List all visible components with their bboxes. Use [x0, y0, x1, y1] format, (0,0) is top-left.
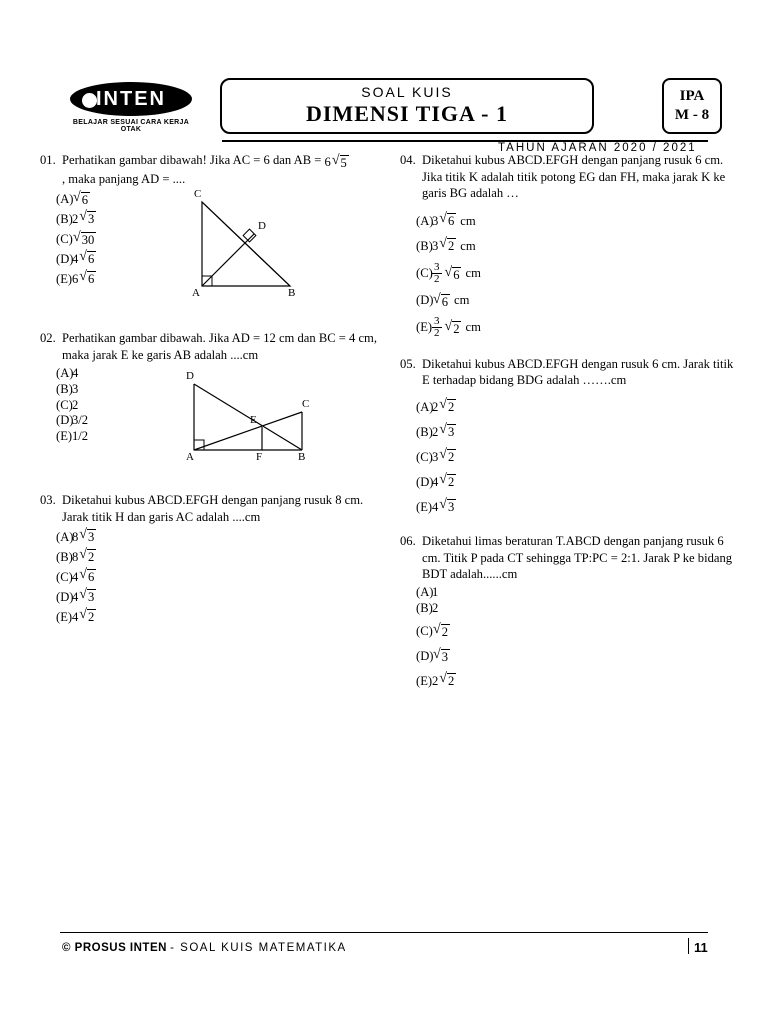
page-number: 11 [694, 940, 708, 955]
option-label: (C) [416, 449, 433, 464]
option-row[interactable] [40, 190, 180, 209]
question-02-options [40, 366, 150, 445]
question-01-inline-radical: 6 √ 5 [324, 153, 347, 170]
option-label: (C) [416, 623, 433, 638]
option-value: 4 [72, 366, 79, 381]
option-value: √ 3 [433, 647, 448, 665]
question-03-text: Diketahui kubus ABCD.EFGH dengan panjang rusuk 8 cm. Jarak titik H dan garis AC adalah ....cm [62, 493, 364, 524]
question-01-options [40, 190, 180, 288]
option-row[interactable] [400, 601, 740, 617]
option-value: √ 30 [73, 230, 95, 248]
page-header [68, 78, 708, 140]
option-label: (B) [416, 600, 433, 615]
option-value: 1 [432, 584, 439, 599]
option-value: 2 √ 3 [432, 421, 455, 439]
option-label: (A) [56, 192, 74, 207]
option-label: (D) [416, 648, 434, 663]
option-label: (A) [416, 214, 434, 229]
question-06 [400, 533, 740, 693]
option-row[interactable] [40, 429, 150, 445]
option-value: 2 √ 3 [72, 209, 95, 227]
option-label: (A) [56, 530, 74, 545]
option-row[interactable] [400, 314, 740, 342]
option-value: $\frac{3}{2}$ √ 2 cm [434, 314, 481, 340]
option-value: 8 √ 3 [72, 527, 95, 545]
question-02 [40, 330, 380, 470]
option-value: 4 √ 3 [432, 496, 455, 514]
footer-divider [60, 932, 708, 933]
option-value: 4 √ 2 [432, 471, 455, 489]
question-04-number: 04. [400, 153, 416, 167]
option-row[interactable] [400, 644, 740, 668]
option-label: (D) [416, 474, 434, 489]
question-01-figure [190, 190, 315, 300]
figure-label-A: A [186, 451, 194, 463]
option-value: $\frac{3}{2}$ √ 6 cm [434, 260, 481, 286]
question-06-text: Diketahui limas beraturan T.ABCD dengan panjang rusuk 6 cm. Titik P pada CT sehingga TP:PC = 2:1. Jarak P ke bidang BDT adalah......cm [422, 534, 733, 582]
option-label: (A) [416, 399, 434, 414]
subject-code-box [662, 78, 722, 134]
option-row[interactable] [400, 445, 740, 469]
option-row[interactable] [40, 210, 180, 229]
option-value: 3 √ 2 cm [432, 237, 740, 256]
figure-label-A: A [192, 287, 200, 299]
question-04-text: Diketahui kubus ABCD.EFGH dengan panjang rusuk 6 cm. Jika titik K adalah titik potong EG dan FH, maka jarak K ke garis BG adalah … [422, 153, 726, 201]
option-unit: cm [460, 239, 476, 254]
option-label: (C) [56, 232, 73, 246]
question-01 [40, 152, 380, 312]
option-row[interactable] [400, 395, 740, 419]
question-06-number: 06. [400, 534, 416, 549]
option-label: (E) [56, 429, 73, 444]
option-unit: cm [465, 320, 481, 335]
question-02-figure [180, 372, 325, 464]
option-value: √ 6 [73, 190, 88, 208]
figure-label-F: F [256, 451, 263, 463]
figure-label-B: B [298, 451, 306, 463]
option-label: (D) [56, 251, 74, 266]
title-box [220, 78, 594, 134]
right-column [400, 152, 740, 703]
question-02-number: 02. [40, 331, 56, 345]
option-value: 4 √ 3 [72, 586, 95, 604]
option-label: (D) [56, 589, 74, 604]
option-value: 3 √ 6 cm [432, 212, 740, 231]
question-04-options [400, 210, 740, 342]
option-label: (C) [56, 570, 73, 584]
option-label: (B) [56, 381, 73, 396]
option-row[interactable] [400, 420, 740, 444]
option-row[interactable] [400, 585, 740, 601]
option-row[interactable] [40, 528, 180, 547]
option-value: 3/2 [72, 413, 89, 428]
question-01-text-post: , maka panjang AD = .... [62, 171, 186, 186]
option-label: (E) [56, 271, 73, 286]
option-row[interactable] [40, 398, 150, 414]
figure-label-C: C [194, 188, 202, 200]
option-label: (E) [416, 320, 433, 335]
option-row[interactable] [40, 588, 180, 607]
logo-tagline: BELAJAR SESUAI CARA KERJA OTAK [72, 119, 190, 133]
option-row[interactable] [400, 210, 740, 234]
left-column [40, 152, 380, 637]
option-row[interactable] [40, 608, 180, 627]
question-05-number: 05. [400, 356, 416, 371]
option-value: 4 √ 2 [72, 606, 95, 624]
option-label: (A) [56, 366, 74, 381]
option-label: (D) [56, 413, 74, 428]
option-value: 2 √ 2 [432, 396, 455, 414]
question-01-text-pre: Perhatikan gambar dibawah! Jika AC = 6 dan AB = [62, 153, 322, 167]
option-row[interactable] [40, 382, 150, 398]
title-big: DIMENSI TIGA - 1 [305, 101, 509, 126]
triangle-diagram [190, 190, 315, 300]
figure-label-E: E [250, 414, 257, 426]
question-05-options [400, 395, 740, 519]
option-row[interactable] [40, 366, 150, 382]
option-label: (E) [56, 609, 73, 624]
question-02-text: Perhatikan gambar dibawah. Jika AD = 12 cm dan BC = 4 cm, maka jarak E ke garis AB adalah ....cm [62, 331, 377, 362]
option-label: (E) [416, 499, 433, 514]
question-03-options [40, 528, 180, 626]
option-value: √ 2 [433, 622, 448, 640]
option-value: 6 √ 6 [72, 268, 95, 286]
option-row[interactable] [40, 413, 150, 429]
figure-label-B: B [288, 287, 296, 299]
figure-label-D: D [186, 370, 194, 382]
question-04 [400, 152, 740, 342]
question-03 [40, 492, 380, 627]
option-label: (E) [416, 673, 433, 688]
subject-code-line1: IPA [679, 88, 705, 104]
option-value: 2 √ 2 [432, 670, 455, 688]
option-row[interactable] [40, 568, 180, 587]
option-row[interactable] [400, 495, 740, 519]
option-row[interactable] [400, 619, 740, 643]
option-value: √ 6 cm [433, 291, 470, 309]
option-row[interactable] [400, 470, 740, 494]
subject-code-line2: M - 8 [674, 107, 710, 123]
option-row[interactable] [400, 669, 740, 693]
option-row[interactable] [40, 270, 180, 289]
option-label: (B) [416, 424, 433, 439]
option-label: (D) [416, 293, 434, 308]
question-03-number: 03. [40, 493, 56, 507]
academic-year: TAHUN AJARAN 2020 / 2021 [498, 142, 697, 154]
logo-text: INTEN [96, 88, 166, 110]
option-label: (B) [56, 550, 73, 565]
option-value: 8 √ 2 [72, 547, 95, 565]
footer-separator [688, 938, 689, 954]
option-row[interactable] [400, 289, 740, 313]
fraction: $\frac{3}{2}$ [434, 314, 440, 340]
question-06-options [400, 585, 740, 693]
footer-subtitle: - SOAL KUIS MATEMATIKA [170, 942, 347, 954]
option-label: (A) [416, 584, 434, 599]
option-row[interactable] [400, 235, 740, 259]
logo-ellipse [70, 82, 192, 116]
option-value: 4 √ 6 [72, 248, 95, 266]
option-value: 2 [72, 397, 79, 412]
option-row[interactable] [40, 548, 180, 567]
option-label: (C) [56, 397, 73, 412]
option-label: (B) [416, 239, 433, 254]
option-value: 1/2 [72, 429, 89, 444]
option-value: 3 [72, 381, 79, 396]
option-unit: cm [453, 293, 470, 308]
option-value: 2 [432, 600, 439, 615]
option-label: (B) [56, 212, 73, 227]
option-unit: cm [460, 214, 476, 229]
question-05 [400, 356, 740, 519]
option-row[interactable] [40, 230, 180, 249]
figure-label-C: C [302, 398, 310, 410]
figure-label-D: D [258, 220, 266, 232]
option-row[interactable] [400, 260, 740, 288]
option-unit: cm [465, 266, 481, 281]
option-value: 4 √ 6 [72, 567, 95, 584]
question-05-text: Diketahui kubus ABCD.EFGH dengan rusuk 6 cm. Jarak titik E terhadap bidang BDG adalah …….cm [422, 356, 734, 388]
footer-brand: © PROSUS INTEN [62, 942, 167, 954]
option-label: (C) [416, 266, 433, 281]
title-small: SOAL KUIS [361, 84, 453, 100]
question-01-number: 01. [40, 153, 56, 167]
option-value: 3 √ 2 [432, 446, 455, 464]
footer-text [62, 942, 347, 954]
fraction: $\frac{3}{2}$ [434, 260, 440, 286]
option-row[interactable] [40, 250, 180, 269]
inten-logo [68, 80, 198, 136]
